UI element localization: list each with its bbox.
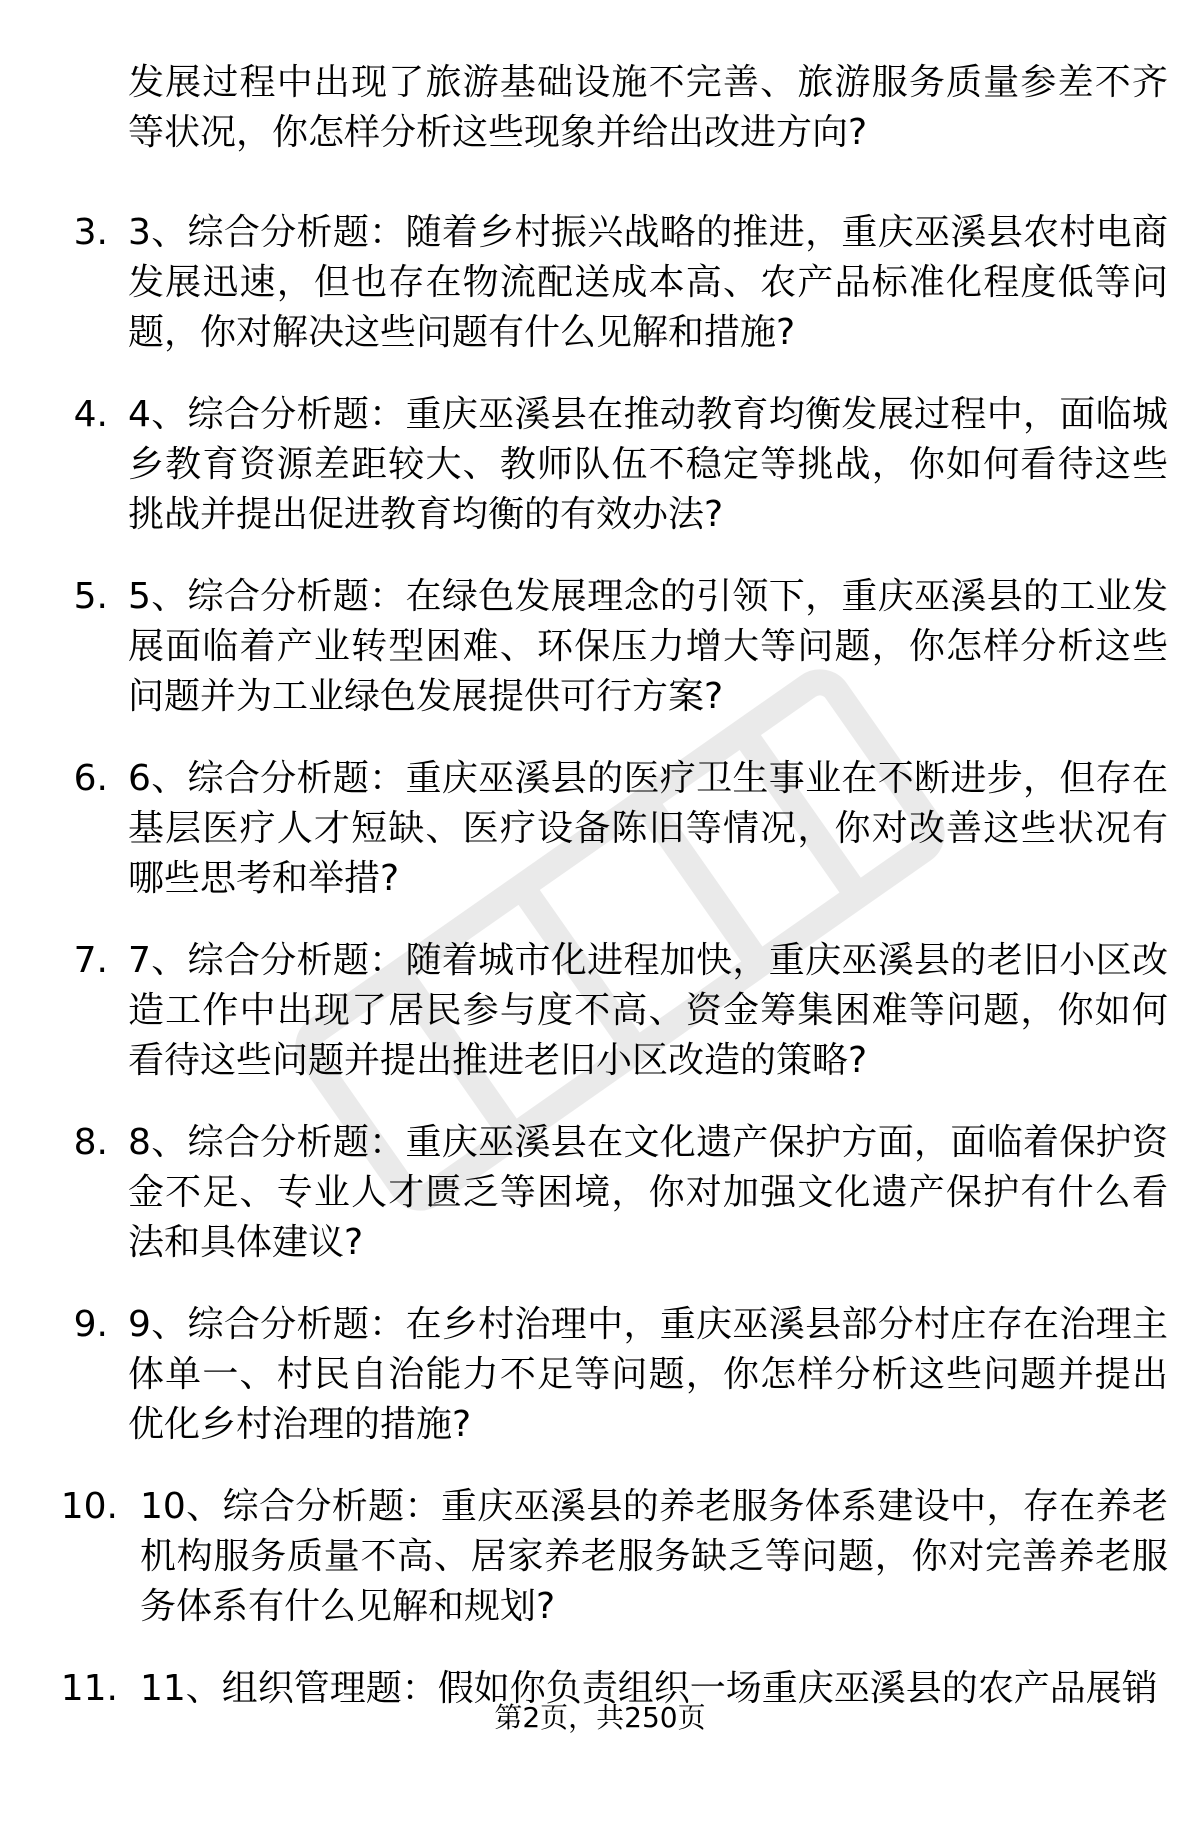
list-item-number: 9. [73,1304,108,1345]
question-list [0,58,1200,1846]
list-item-text: 4、综合分析题：重庆巫溪县在推动教育均衡发展过程中，面临城乡教育资源差距较大、教师队伍不稳定等挑战，你如何看待这些挑战并提出促进教育均衡的有效办法? [128,394,1168,535]
list-item [0,390,1200,572]
list-item-text: 8、综合分析题：重庆巫溪县在文化遗产保护方面，面临着保护资金不足、专业人才匮乏等困境，你对加强文化遗产保护有什么看法和具体建议? [128,1122,1168,1263]
list-item-number: 6. [73,758,108,799]
list-item-text: 11、组织管理题：假如你负责组织一场重庆巫溪县的农产品展销 [140,1668,1158,1709]
list-item [0,1300,1200,1482]
list-item [0,572,1200,754]
list-item-number: 8. [73,1122,108,1163]
list-item-number: 10. [60,1486,118,1527]
page-footer: 第2页，共250页 [494,1701,706,1734]
list-item-number: 5. [73,576,108,617]
list-item-text: 7、综合分析题：随着城市化进程加快，重庆巫溪县的老旧小区改造工作中出现了居民参与度不高、资金筹集困难等问题，你如何看待这些问题并提出推进老旧小区改造的策略? [128,940,1168,1081]
list-item-number: 7. [73,940,108,981]
list-item-text: 9、综合分析题：在乡村治理中，重庆巫溪县部分村庄存在治理主体单一、村民自治能力不足等问题，你怎样分析这些问题并提出优化乡村治理的措施? [128,1304,1168,1445]
list-item-number: 11. [60,1668,118,1709]
list-item-text: 5、综合分析题：在绿色发展理念的引领下，重庆巫溪县的工业发展面临着产业转型困难、环保压力增大等问题，你怎样分析这些问题并为工业绿色发展提供可行方案? [128,576,1168,717]
list-item-text: 6、综合分析题：重庆巫溪县的医疗卫生事业在不断进步，但存在基层医疗人才短缺、医疗设备陈旧等情况，你对改善这些状况有哪些思考和举措? [128,758,1168,899]
list-item-text: 10、综合分析题：重庆巫溪县的养老服务体系建设中，存在养老机构服务质量不高、居家养老服务缺乏等问题，你对完善养老服务体系有什么见解和规划? [140,1486,1168,1627]
list-item [0,208,1200,390]
list-item [0,754,1200,936]
list-item-number: 3. [73,212,108,253]
continuation-paragraph [0,58,1200,208]
continuation-text: 发展过程中出现了旅游基础设施不完善、旅游服务质量参差不齐等状况，你怎样分析这些现象并给出改进方向? [128,62,1168,153]
list-item [0,936,1200,1118]
list-item-text: 3、综合分析题：随着乡村振兴战略的推进，重庆巫溪县农村电商发展迅速，但也存在物流配送成本高、农产品标准化程度低等问题，你对解决这些问题有什么见解和措施? [128,212,1168,353]
list-item [0,1482,1200,1664]
list-item [0,1118,1200,1300]
list-item-number: 4. [73,394,108,435]
list-item [0,1664,1200,1846]
